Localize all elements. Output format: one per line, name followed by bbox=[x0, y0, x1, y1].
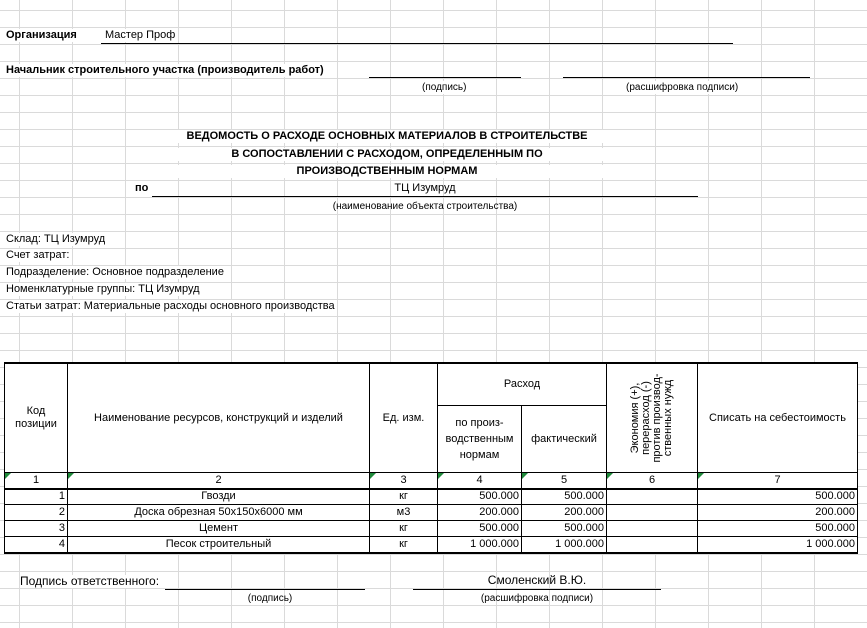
warehouse-line: Склад: ТЦ Изумруд bbox=[6, 233, 106, 245]
row-code: 2 bbox=[5, 505, 68, 521]
row-unit: м3 bbox=[370, 505, 438, 521]
col-number-7: 7 bbox=[698, 473, 858, 489]
row-code: 4 bbox=[5, 537, 68, 553]
row-norm: 1 000.000 bbox=[438, 537, 522, 553]
row-actual: 500.000 bbox=[522, 521, 607, 537]
po-label: по bbox=[135, 182, 149, 194]
nomenclature-line: Номенклатурные группы: ТЦ Изумруд bbox=[6, 283, 200, 295]
table-row bbox=[5, 537, 858, 553]
object-caption: (наименование объекта строительства) bbox=[332, 201, 518, 212]
row-unit: кг bbox=[370, 537, 438, 553]
header-unit: Ед. изм. bbox=[370, 363, 438, 473]
row-writeoff: 500.000 bbox=[698, 489, 858, 505]
col-number-2: 2 bbox=[68, 473, 370, 489]
header-name: Наименование ресурсов, конструкций и изделий bbox=[68, 363, 370, 473]
header-economy: Экономия (+), перерасход (-) против производ-ственных нужд bbox=[629, 373, 674, 463]
header-code: Код позиции bbox=[5, 363, 68, 473]
cost-items-line: Статьи затрат: Материальные расходы основного производства bbox=[6, 300, 335, 312]
object-name: ТЦ Изумруд bbox=[394, 182, 456, 194]
footer-decode-caption: (расшифровка подписи) bbox=[480, 593, 594, 604]
chief-decode-caption: (расшифровка подписи) bbox=[626, 82, 739, 93]
row-name: Доска обрезная 50х150х6000 мм bbox=[68, 505, 370, 521]
col-number-4: 4 bbox=[438, 473, 522, 489]
row-code: 1 bbox=[5, 489, 68, 505]
row-norm: 500.000 bbox=[438, 521, 522, 537]
title-line-2: В СОПОСТАВЛЕНИИ С РАСХОДОМ, ОПРЕДЕЛЕННЫМ ПО bbox=[152, 148, 622, 161]
marker-7 bbox=[698, 473, 704, 479]
table-row bbox=[5, 521, 858, 537]
row-norm: 500.000 bbox=[438, 489, 522, 505]
row-economy bbox=[607, 489, 698, 505]
row-unit: кг bbox=[370, 489, 438, 505]
chief-decode-line bbox=[563, 77, 810, 78]
header-actual: фактический bbox=[522, 406, 607, 473]
title-line-3: ПРОИЗВОДСТВЕННЫМ НОРМАМ bbox=[152, 165, 622, 178]
col-number-5: 5 bbox=[522, 473, 607, 489]
header-economy-cell bbox=[607, 363, 698, 473]
row-writeoff: 500.000 bbox=[698, 521, 858, 537]
division-line: Подразделение: Основное подразделение bbox=[6, 266, 224, 278]
row-name: Цемент bbox=[68, 521, 370, 537]
footer-label: Подпись ответственного: bbox=[20, 574, 160, 588]
row-norm: 200.000 bbox=[438, 505, 522, 521]
table-row bbox=[5, 489, 858, 505]
row-code: 3 bbox=[5, 521, 68, 537]
col-number-6: 6 bbox=[607, 473, 698, 489]
materials-table bbox=[4, 362, 858, 554]
footer-sign-line bbox=[165, 589, 365, 590]
org-underline bbox=[101, 43, 733, 44]
row-name: Песок строительный bbox=[68, 537, 370, 553]
row-actual: 200.000 bbox=[522, 505, 607, 521]
chief-sign-line bbox=[369, 77, 521, 78]
row-unit: кг bbox=[370, 521, 438, 537]
chief-label: Начальник строительного участка (производитель работ) bbox=[6, 64, 324, 76]
org-label: Организация bbox=[6, 29, 77, 41]
marker-1 bbox=[5, 473, 11, 479]
object-underline bbox=[152, 196, 698, 197]
row-writeoff: 1 000.000 bbox=[698, 537, 858, 553]
title-line-1: ВЕДОМОСТЬ О РАСХОДЕ ОСНОВНЫХ МАТЕРИАЛОВ В СТРОИТЕЛЬСТВЕ bbox=[152, 130, 622, 143]
header-consumption: Расход bbox=[438, 363, 607, 406]
header-by-norms: по произ-водственным нормам bbox=[438, 406, 522, 473]
footer-sign-caption: (подпись) bbox=[247, 593, 293, 604]
row-economy bbox=[607, 521, 698, 537]
chief-sign-caption: (подпись) bbox=[422, 82, 467, 93]
row-actual: 1 000.000 bbox=[522, 537, 607, 553]
row-writeoff: 200.000 bbox=[698, 505, 858, 521]
footer-decode-line bbox=[413, 589, 661, 590]
row-economy bbox=[607, 537, 698, 553]
marker-4 bbox=[438, 473, 444, 479]
row-name: Гвозди bbox=[68, 489, 370, 505]
table-row bbox=[5, 505, 858, 521]
row-actual: 500.000 bbox=[522, 489, 607, 505]
header-writeoff: Списать на себестоимость bbox=[698, 363, 858, 473]
row-economy bbox=[607, 505, 698, 521]
col-number-3: 3 bbox=[370, 473, 438, 489]
marker-5 bbox=[522, 473, 528, 479]
col-number-1: 1 bbox=[5, 473, 68, 489]
footer-name: Смоленский В.Ю. bbox=[487, 573, 587, 587]
marker-3 bbox=[370, 473, 376, 479]
org-value: Мастер Проф bbox=[105, 29, 176, 41]
cost-account-line: Счет затрат: bbox=[6, 249, 70, 261]
marker-6 bbox=[607, 473, 613, 479]
marker-2 bbox=[68, 473, 74, 479]
column-number-row bbox=[5, 473, 858, 489]
